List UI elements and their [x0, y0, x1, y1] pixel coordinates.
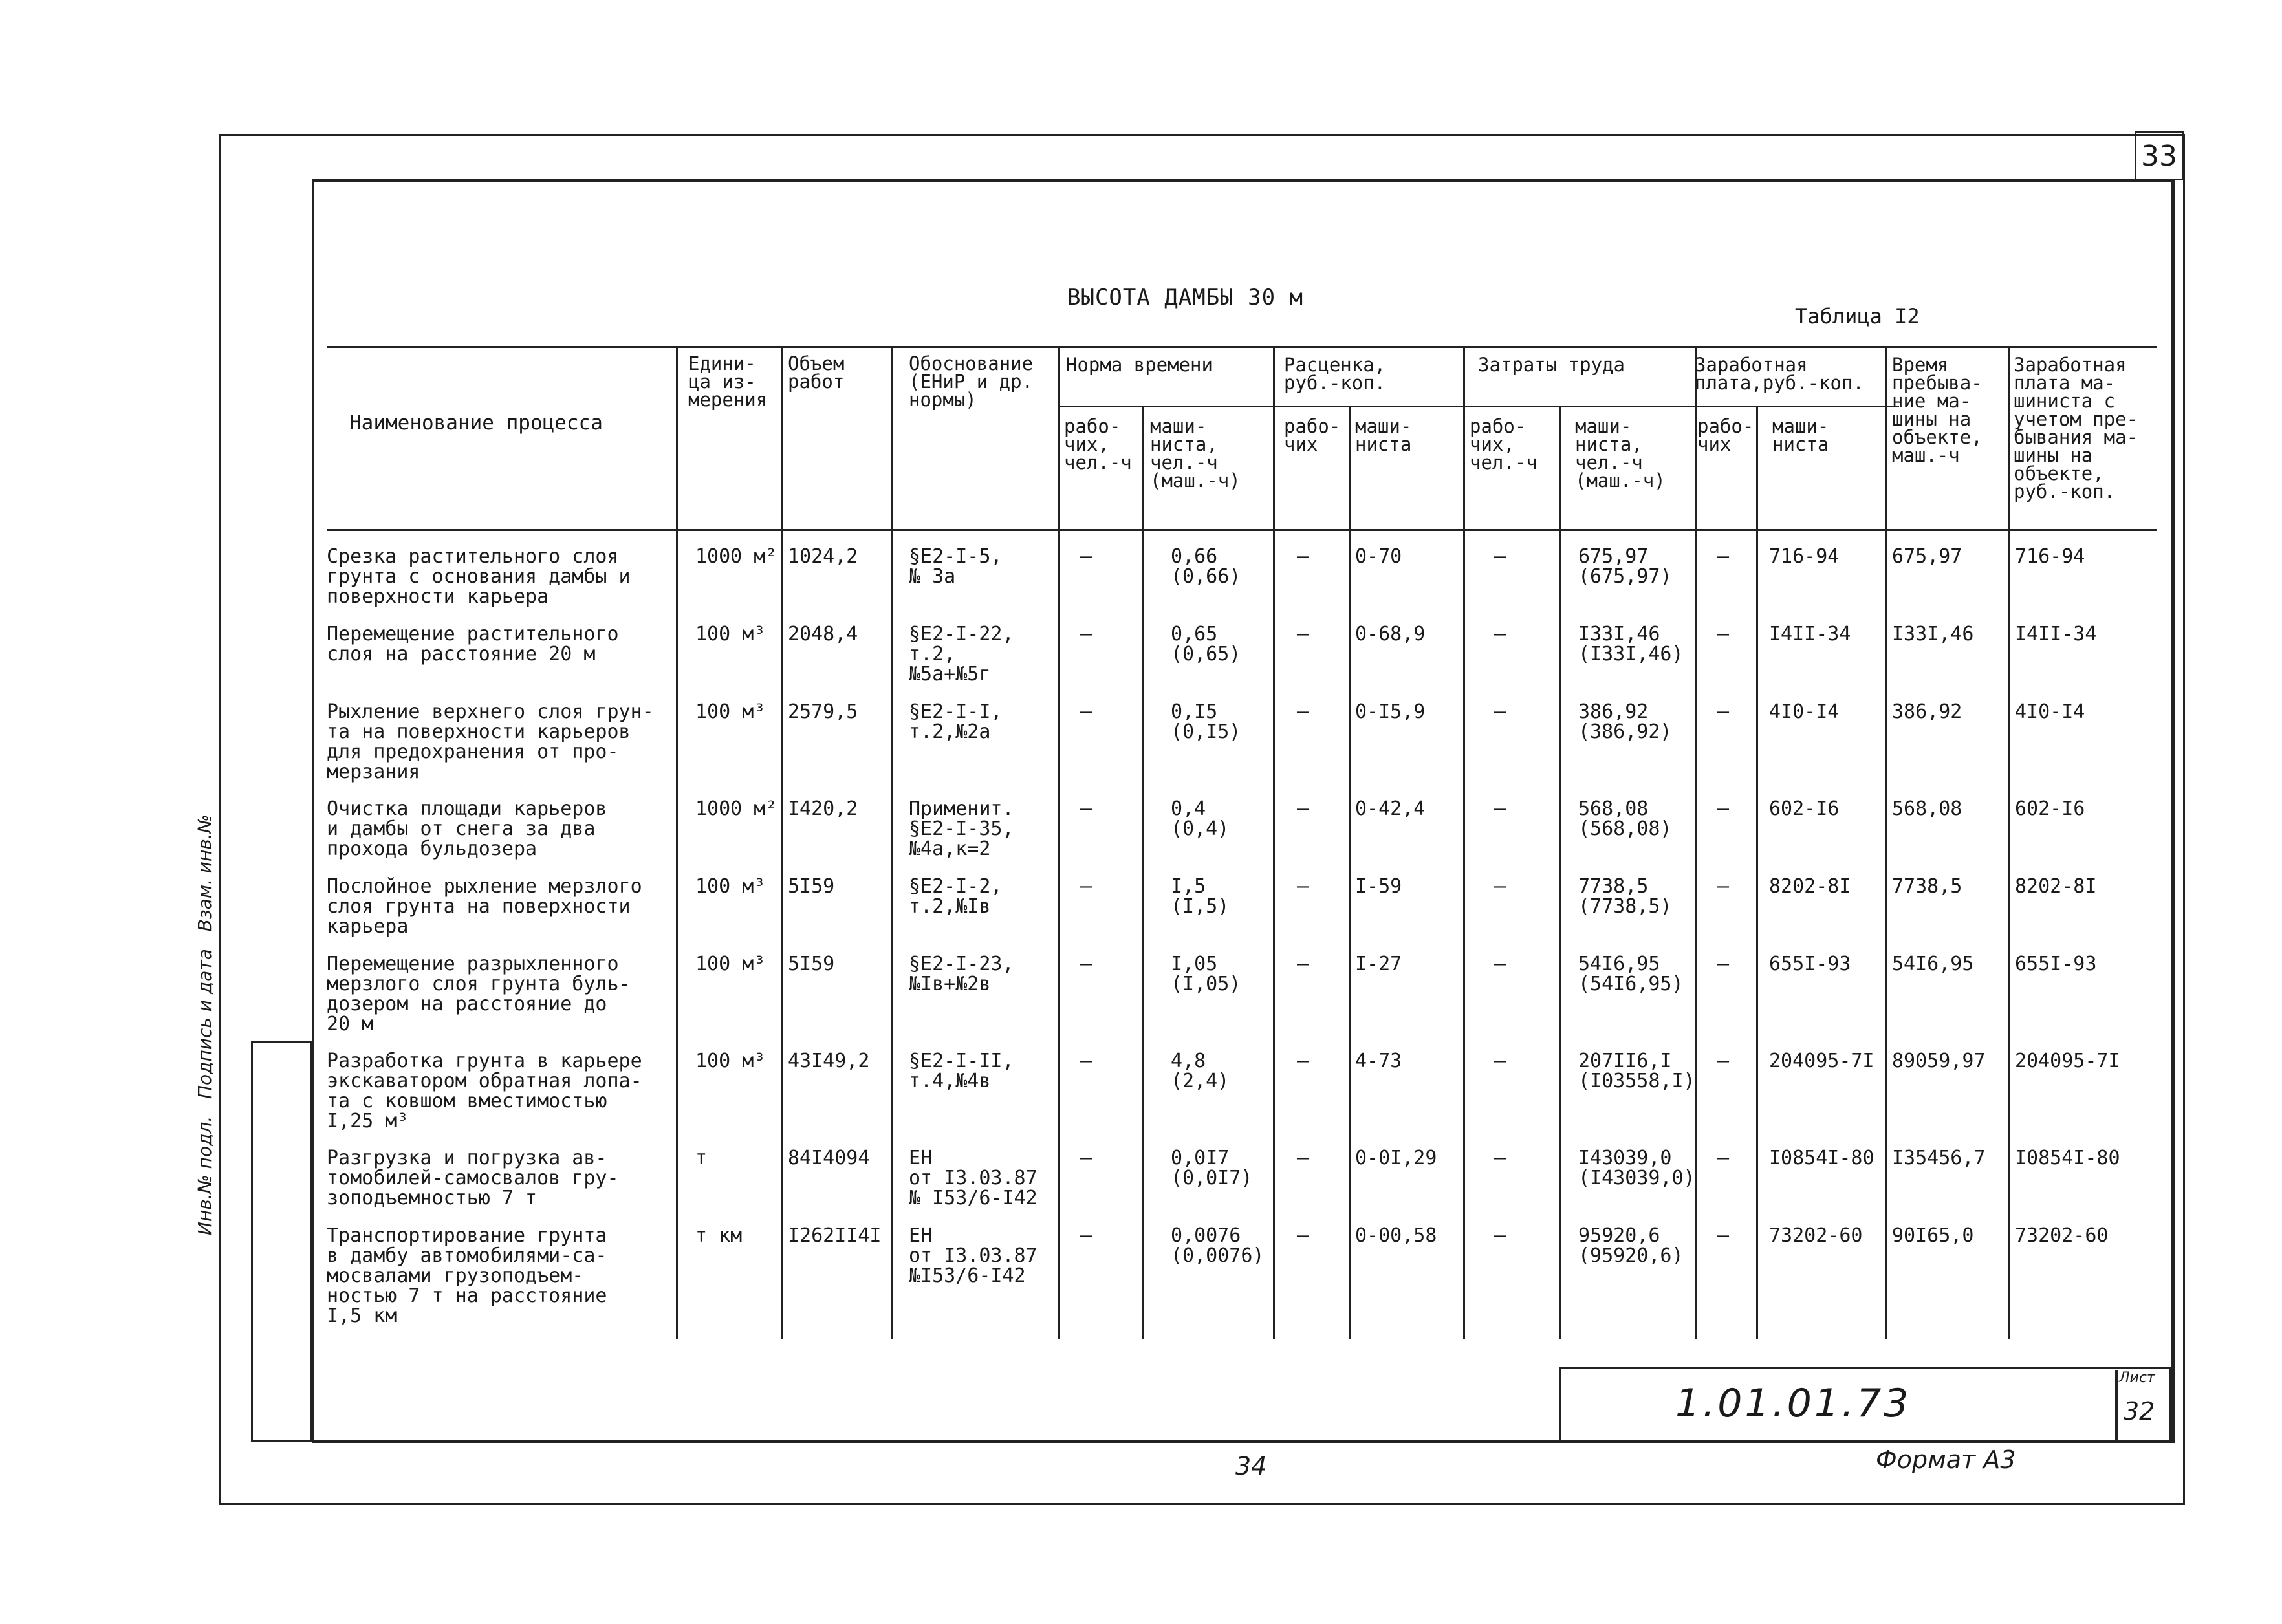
- cell-stay: 386,92: [1892, 700, 1962, 723]
- header-stay-time: Время пребыва- ние ма- шины на объекте, маш.-ч: [1892, 354, 1983, 466]
- cell-lw: –: [1494, 1050, 1506, 1072]
- document-code: 1.01.01.73: [1675, 1381, 1911, 1426]
- cell-basis: §Е2-I-5, № 3а: [909, 545, 1003, 588]
- header-basis: Обоснование (ЕНиР и др. нормы): [909, 352, 1034, 411]
- col-rule: [676, 346, 678, 1339]
- cell-wm: 4I0-I4: [1769, 700, 1840, 723]
- header-unit: Едини- ца из- мерения: [688, 352, 768, 411]
- cell-volume: 5I59: [788, 875, 835, 898]
- cell-process: Перемещение растительного слоя на расстояние 20 м: [327, 623, 619, 666]
- cell-unit: т: [695, 1147, 708, 1169]
- cell-lm: 54I6,95 (54I6,95): [1578, 953, 1684, 995]
- table-top-rule: [327, 346, 2157, 348]
- col-rule: [1349, 406, 1351, 1339]
- cell-tm: I,05 (I,05): [1171, 953, 1241, 995]
- header-time-workers: рабо- чих, чел.-ч: [1064, 415, 1132, 473]
- cell-rm: I-59: [1355, 875, 1402, 898]
- cell-stay: 568,08: [1892, 797, 1962, 820]
- cell-unit: 1000 м²: [695, 545, 777, 568]
- cell-volume: I262II4I: [788, 1224, 882, 1247]
- cell-unit: т км: [695, 1224, 743, 1247]
- cell-tm: 0,I5 (0,I5): [1171, 700, 1241, 743]
- cell-lm: 95920,6 (95920,6): [1578, 1224, 1684, 1267]
- cell-rm: 4-73: [1355, 1050, 1402, 1072]
- cell-lw: –: [1494, 545, 1506, 568]
- col-rule: [1695, 346, 1697, 1339]
- cell-rm: 0-00,58: [1355, 1224, 1437, 1247]
- cell-stay: 675,97: [1892, 545, 1962, 568]
- cell-stay: I35456,7: [1892, 1147, 1986, 1169]
- cell-volume: 1024,2: [788, 545, 858, 568]
- cell-process: Перемещение разрыхленного мерзлого слоя грунта буль- дозером на расстояние до 20 м: [327, 953, 631, 1035]
- cell-stay: 90I65,0: [1892, 1224, 1974, 1247]
- header-labor-machinist: маши- ниста, чел.-ч (маш.-ч): [1575, 415, 1666, 492]
- header-wage: Заработная плата,руб.-коп.: [1695, 354, 1864, 394]
- cell-basis: Применит. §Е2-I-35, №4а,к=2: [909, 797, 1014, 860]
- cell-rm: 0-68,9: [1355, 623, 1426, 645]
- cell-rm: 0-70: [1355, 545, 1402, 568]
- cell-unit: 100 м³: [695, 953, 766, 975]
- cell-unit: 100 м³: [695, 700, 766, 723]
- cell-basis: §Е2-I-I, т.2,№2а: [909, 700, 1003, 743]
- corner-page-number: 33: [2135, 131, 2184, 180]
- cell-tm: 0,0076 (0,0076): [1171, 1224, 1265, 1267]
- cell-lw: –: [1494, 1224, 1506, 1247]
- cell-volume: 5I59: [788, 953, 835, 975]
- cell-rw: –: [1297, 545, 1309, 568]
- cell-rm: I-27: [1355, 953, 1402, 975]
- header-rate-machinist: маши- ниста: [1355, 415, 1412, 455]
- cell-unit: 1000 м²: [695, 797, 777, 820]
- cell-lw: –: [1494, 797, 1506, 820]
- sheet-number: 32: [2124, 1397, 2155, 1425]
- cell-volume: 2048,4: [788, 623, 858, 645]
- subheader-rule: [1058, 406, 1899, 407]
- side-signature-strip: [251, 1041, 312, 1442]
- col-rule: [1463, 346, 1465, 1339]
- cell-wtotal: 204095-7I: [2015, 1050, 2120, 1072]
- cell-ww: –: [1717, 700, 1730, 723]
- cell-tw: –: [1080, 953, 1092, 975]
- cell-process: Очистка площади карьеров и дамбы от снега за два прохода бульдозера: [327, 797, 607, 860]
- cell-rw: –: [1297, 1147, 1309, 1169]
- cell-rm: 0-42,4: [1355, 797, 1426, 820]
- cell-rw: –: [1297, 953, 1309, 975]
- cell-tm: 0,65 (0,65): [1171, 623, 1241, 666]
- cell-wm: 204095-7I: [1769, 1050, 1874, 1072]
- header-time-norm: Норма времени: [1066, 354, 1213, 376]
- header-wage-machinist: маши- ниста: [1772, 415, 1829, 455]
- cell-lm: I33I,46 (I33I,46): [1578, 623, 1684, 666]
- cell-tm: 0,4 (0,4): [1171, 797, 1230, 840]
- cell-wtotal: 4I0-I4: [2015, 700, 2085, 723]
- cell-tw: –: [1080, 700, 1092, 723]
- col-rule: [891, 346, 893, 1339]
- col-rule: [1273, 346, 1275, 1339]
- col-rule: [2008, 346, 2010, 1339]
- page-number: 34: [1235, 1452, 1267, 1480]
- cell-process: Транспортирование грунта в дамбу автомобилями-са- мосвалами грузоподъем- ностью 7 т на расстояние I,5 км: [327, 1224, 607, 1327]
- cell-wtotal: 73202-60: [2015, 1224, 2109, 1247]
- cell-wtotal: 655I-93: [2015, 953, 2097, 975]
- cell-wm: 73202-60: [1769, 1224, 1863, 1247]
- cell-lm: 7738,5 (7738,5): [1578, 875, 1672, 918]
- cell-rw: –: [1297, 623, 1309, 645]
- header-wage-workers: рабо- чих: [1697, 415, 1754, 455]
- cell-tw: –: [1080, 1224, 1092, 1247]
- col-rule: [1559, 406, 1561, 1339]
- cell-ww: –: [1717, 1147, 1730, 1169]
- cell-tm: 0,66 (0,66): [1171, 545, 1241, 588]
- cell-lw: –: [1494, 953, 1506, 975]
- cell-lm: I43039,0 (I43039,0): [1578, 1147, 1695, 1189]
- col-rule: [1756, 406, 1758, 1339]
- cell-tw: –: [1080, 1147, 1092, 1169]
- cell-process: Срезка растительного слоя грунта с основания дамбы и поверхности карьера: [327, 545, 631, 608]
- cell-lm: 675,97 (675,97): [1578, 545, 1672, 588]
- table-title: ВЫСОТА ДАМБЫ 30 м: [1067, 285, 1303, 310]
- header-labor-workers: рабо- чих, чел.-ч: [1470, 415, 1538, 473]
- cell-rw: –: [1297, 1224, 1309, 1247]
- cell-process: Разгрузка и погрузка ав- томобилей-самосвалов гру- зоподъемностью 7 т: [327, 1147, 619, 1209]
- cell-lw: –: [1494, 875, 1506, 898]
- cell-rw: –: [1297, 797, 1309, 820]
- cell-lw: –: [1494, 1147, 1506, 1169]
- cell-wm: 8202-8I: [1769, 875, 1851, 898]
- cell-basis: §Е2-I-23, №Iв+№2в: [909, 953, 1014, 995]
- cell-stay: 54I6,95: [1892, 953, 1974, 975]
- header-volume: Объем работ: [788, 352, 845, 393]
- table-number: Таблица I2: [1795, 304, 1920, 329]
- cell-wtotal: I4II-34: [2015, 623, 2097, 645]
- cell-volume: 43I49,2: [788, 1050, 870, 1072]
- cell-tw: –: [1080, 545, 1092, 568]
- cell-wm: I4II-34: [1769, 623, 1851, 645]
- cell-tw: –: [1080, 1050, 1092, 1072]
- cell-process: Послойное рыхление мерзлого слоя грунта на поверхности карьера: [327, 875, 642, 938]
- cell-basis: ЕН от I3.03.87 № I53/6-I42: [909, 1147, 1038, 1209]
- cell-volume: I420,2: [788, 797, 858, 820]
- cell-ww: –: [1717, 1224, 1730, 1247]
- header-time-machinist: маши- ниста, чел.-ч (маш.-ч): [1150, 415, 1241, 492]
- header-bottom-rule: [327, 529, 2157, 531]
- cell-tw: –: [1080, 797, 1092, 820]
- cell-wm: I0854I-80: [1769, 1147, 1874, 1169]
- side-strip-labels: Инв.№ подл. Подпись и дата Взам. инв.№: [194, 814, 215, 1235]
- cell-lw: –: [1494, 623, 1506, 645]
- cell-ww: –: [1717, 875, 1730, 898]
- cell-rm: 0-0I,29: [1355, 1147, 1437, 1169]
- cell-volume: 84I4094: [788, 1147, 870, 1169]
- cell-wm: 655I-93: [1769, 953, 1851, 975]
- cell-volume: 2579,5: [788, 700, 858, 723]
- cell-basis: §Е2-I-22, т.2, №5а+№5г: [909, 623, 1014, 686]
- cell-lm: 207II6,I (I03558,I): [1578, 1050, 1695, 1092]
- cell-tm: I,5 (I,5): [1171, 875, 1230, 918]
- cell-process: Разработка грунта в карьере экскаватором обратная лопа- та с ковшом вместимостью I,25 м³: [327, 1050, 642, 1132]
- cell-rw: –: [1297, 700, 1309, 723]
- cell-lm: 386,92 (386,92): [1578, 700, 1672, 743]
- cell-unit: 100 м³: [695, 1050, 766, 1072]
- format-label: Формат А3: [1876, 1445, 2016, 1474]
- header-process: Наименование процесса: [349, 411, 603, 435]
- col-rule: [1142, 406, 1144, 1339]
- cell-rw: –: [1297, 875, 1309, 898]
- header-labor: Затраты труда: [1478, 354, 1625, 376]
- cell-stay: 7738,5: [1892, 875, 1962, 898]
- cell-wm: 716-94: [1769, 545, 1840, 568]
- cell-process: Рыхление верхнего слоя грун- та на поверхности карьеров для предохранения от про- мерзания: [327, 700, 654, 783]
- cell-unit: 100 м³: [695, 875, 766, 898]
- cell-unit: 100 м³: [695, 623, 766, 645]
- cell-wm: 602-I6: [1769, 797, 1840, 820]
- cell-tm: 0,0I7 (0,0I7): [1171, 1147, 1253, 1189]
- cell-ww: –: [1717, 623, 1730, 645]
- cell-lm: 568,08 (568,08): [1578, 797, 1672, 840]
- cell-stay: 89059,97: [1892, 1050, 1986, 1072]
- cell-tw: –: [1080, 623, 1092, 645]
- cell-basis: §Е2-I-II, т.4,№4в: [909, 1050, 1014, 1092]
- cell-wtotal: 716-94: [2015, 545, 2085, 568]
- cell-wtotal: 602-I6: [2015, 797, 2085, 820]
- cell-rm: 0-I5,9: [1355, 700, 1426, 723]
- cell-basis: §Е2-I-2, т.2,№Iв: [909, 875, 1003, 918]
- header-rate: Расценка, руб.-коп.: [1284, 354, 1386, 394]
- col-rule: [1058, 346, 1060, 1339]
- header-rate-workers: рабо- чих: [1284, 415, 1341, 455]
- cell-tm: 4,8 (2,4): [1171, 1050, 1230, 1092]
- cell-rw: –: [1297, 1050, 1309, 1072]
- cell-ww: –: [1717, 953, 1730, 975]
- col-rule: [1885, 346, 1887, 1339]
- header-wage-total: Заработная плата ма- шиниста с учетом пре- бывания ма- шины на объекте, руб.-коп.: [2014, 354, 2138, 503]
- cell-tw: –: [1080, 875, 1092, 898]
- cell-stay: I33I,46: [1892, 623, 1974, 645]
- cell-wtotal: I0854I-80: [2015, 1147, 2120, 1169]
- cell-ww: –: [1717, 797, 1730, 820]
- cell-ww: –: [1717, 1050, 1730, 1072]
- cell-wtotal: 8202-8I: [2015, 875, 2097, 898]
- cell-ww: –: [1717, 545, 1730, 568]
- sheet-label: Лист: [2119, 1370, 2155, 1386]
- cell-basis: ЕН от I3.03.87 №I53/6-I42: [909, 1224, 1038, 1287]
- cell-lw: –: [1494, 700, 1506, 723]
- col-rule: [781, 346, 783, 1339]
